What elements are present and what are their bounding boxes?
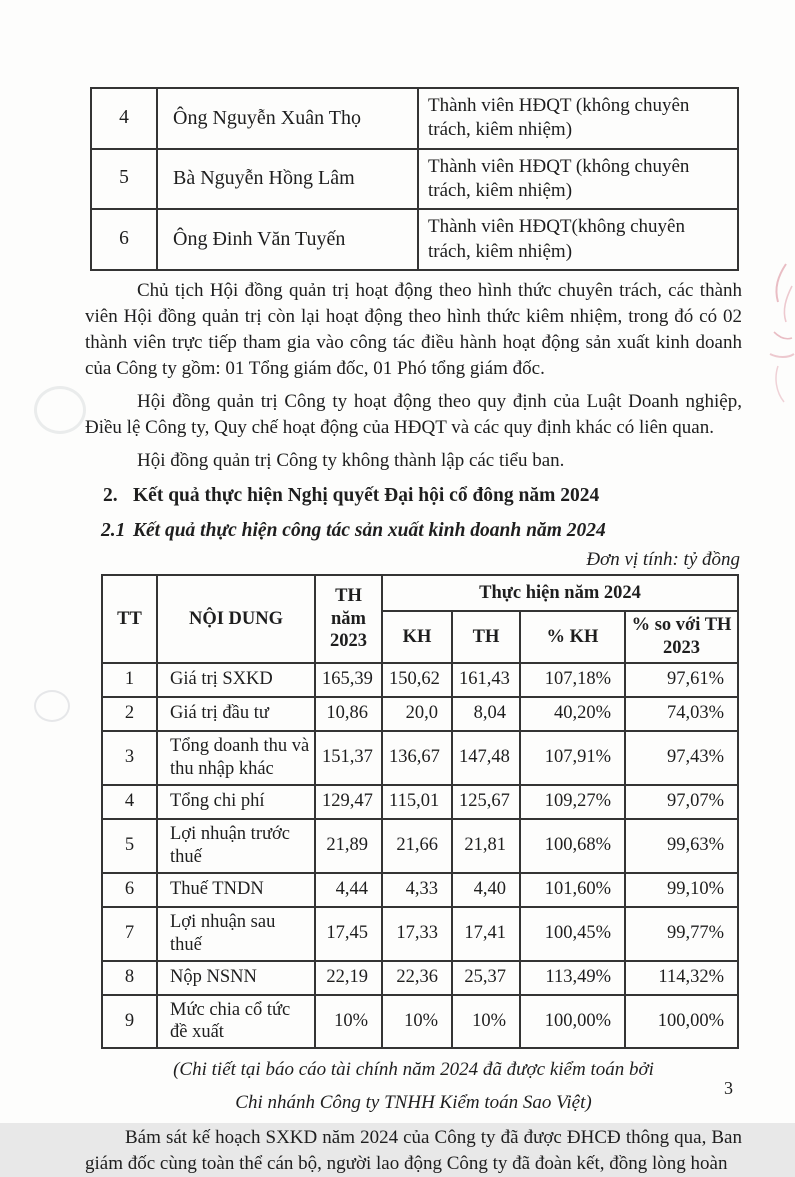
value-th: 147,48: [452, 731, 520, 785]
punch-hole-mark: [34, 690, 70, 722]
punch-hole-mark: [34, 386, 86, 434]
value-th: 25,37: [452, 961, 520, 995]
section-2-1-heading: [85, 518, 742, 544]
value-kh: 21,66: [382, 819, 452, 873]
results-table-header: [102, 575, 738, 663]
value-pct-kh: 100,00%: [520, 995, 625, 1049]
value-th-2023: 129,47: [315, 785, 382, 819]
value-pct-kh: 113,49%: [520, 961, 625, 995]
col-header-pct-kh: % KH: [520, 611, 625, 663]
table-row: [102, 961, 738, 995]
table-row: [91, 209, 738, 270]
item-label: Nộp NSNN: [157, 961, 315, 995]
value-pct-kh: 100,68%: [520, 819, 625, 873]
section-2-1-title: Kết quả thực hiện công tác sản xuất kinh doanh năm 2024: [133, 519, 606, 541]
member-position: Thành viên HĐQT(không chuyên trách, kiêm nhiệm): [418, 209, 738, 270]
value-pct-th-2023: 99,63%: [625, 819, 738, 873]
value-kh: 10%: [382, 995, 452, 1049]
results-table-body: [102, 663, 738, 1049]
col-header-tt: TT: [102, 575, 157, 663]
page-content: [85, 0, 742, 1177]
row-number: 5: [91, 149, 157, 210]
value-pct-th-2023: 97,07%: [625, 785, 738, 819]
item-label: Tổng doanh thu và thu nhập khác: [157, 731, 315, 785]
row-number: 6: [91, 209, 157, 270]
value-kh: 22,36: [382, 961, 452, 995]
value-pct-th-2023: 97,43%: [625, 731, 738, 785]
value-th-2023: 10,86: [315, 697, 382, 731]
table-row: [102, 785, 738, 819]
item-label: Giá trị SXKD: [157, 663, 315, 697]
table-row: [102, 663, 738, 697]
section-2-title: Kết quả thực hiện Nghị quyết Đại hội cổ đông năm 2024: [133, 484, 600, 506]
value-th: 17,41: [452, 907, 520, 961]
value-pct-th-2023: 99,10%: [625, 873, 738, 907]
value-th-2023: 21,89: [315, 819, 382, 873]
value-kh: 115,01: [382, 785, 452, 819]
row-number: 5: [102, 819, 157, 873]
value-pct-kh: 100,45%: [520, 907, 625, 961]
col-header-noi-dung: NỘI DUNG: [157, 575, 315, 663]
row-number: 1: [102, 663, 157, 697]
value-th-2023: 22,19: [315, 961, 382, 995]
value-kh: 17,33: [382, 907, 452, 961]
board-members-table: [90, 87, 739, 271]
value-th-2023: 165,39: [315, 663, 382, 697]
value-pct-th-2023: 97,61%: [625, 663, 738, 697]
table-row: [102, 995, 738, 1049]
item-label: Tổng chi phí: [157, 785, 315, 819]
red-stamp-fragment: [748, 258, 795, 408]
paragraph-subcommittees: Hội đồng quản trị Công ty không thành lập các tiểu ban.: [137, 449, 565, 471]
results-table: [101, 574, 739, 1050]
value-th: 8,04: [452, 697, 520, 731]
row-number: 3: [102, 731, 157, 785]
item-label: Lợi nhuận trước thuế: [157, 819, 315, 873]
row-number: 7: [102, 907, 157, 961]
value-th-2023: 17,45: [315, 907, 382, 961]
member-position: Thành viên HĐQT (không chuyên trách, kiêm nhiệm): [418, 88, 738, 149]
value-pct-kh: 107,91%: [520, 731, 625, 785]
col-header-kh: KH: [382, 611, 452, 663]
value-pct-th-2023: 99,77%: [625, 907, 738, 961]
value-pct-th-2023: 114,32%: [625, 961, 738, 995]
audit-note-line-2: Chi nhánh Công ty TNHH Kiểm toán Sao Việt): [235, 1092, 592, 1114]
item-label: Giá trị đầu tư: [157, 697, 315, 731]
value-th: 125,67: [452, 785, 520, 819]
value-th: 10%: [452, 995, 520, 1049]
col-header-pct-so-voi-th-2023: % so với TH 2023: [625, 611, 738, 663]
value-kh: 150,62: [382, 663, 452, 697]
section-2-heading: [85, 483, 742, 509]
value-th-2023: 4,44: [315, 873, 382, 907]
value-th-2023: 151,37: [315, 731, 382, 785]
value-pct-kh: 109,27%: [520, 785, 625, 819]
section-2-1-number: 2.1: [101, 519, 126, 541]
row-number: 4: [102, 785, 157, 819]
value-pct-th-2023: 100,00%: [625, 995, 738, 1049]
table-row: [102, 819, 738, 873]
row-number: 2: [102, 697, 157, 731]
member-position: Thành viên HĐQT (không chuyên trách, kiêm nhiệm): [418, 149, 738, 210]
member-name: Ông Nguyễn Xuân Thọ: [157, 88, 418, 149]
value-th: 4,40: [452, 873, 520, 907]
unit-note: Đơn vị tính: tỷ đồng: [586, 548, 740, 570]
row-number: 6: [102, 873, 157, 907]
value-th-2023: 10%: [315, 995, 382, 1049]
item-label: Thuế TNDN: [157, 873, 315, 907]
member-name: Bà Nguyễn Hồng Lâm: [157, 149, 418, 210]
value-kh: 4,33: [382, 873, 452, 907]
row-number: 9: [102, 995, 157, 1049]
paragraph-chairman-structure: Chủ tịch Hội đồng quản trị hoạt động theo hình thức chuyên trách, các thành viên Hội đồng quản trị còn lại hoạt động theo hình thức kiêm nhiệm, trong đó có 02 thành viên trực tiếp tham gia vào công tác điều hành hoạt động sản xuất kinh doanh của Công ty gồm: 01 Tổng giám đốc, 01 Phó tổng giám đốc.: [85, 279, 742, 379]
table-row: [102, 697, 738, 731]
value-kh: 136,67: [382, 731, 452, 785]
item-label: Mức chia cổ tức đề xuất: [157, 995, 315, 1049]
page-number: 3: [724, 1078, 733, 1098]
member-name: Ông Đinh Văn Tuyến: [157, 209, 418, 270]
item-label: Lợi nhuận sau thuế: [157, 907, 315, 961]
paragraph-regulations: Hội đồng quản trị Công ty hoạt động theo quy định của Luật Doanh nghiệp, Điều lệ Công ty, Quy chế hoạt động của HĐQT và các quy định khác có liên quan.: [85, 390, 742, 438]
col-header-th-nam-2023: TH năm 2023: [315, 575, 382, 663]
table-row: [91, 88, 738, 149]
table-row: [91, 149, 738, 210]
table-row: [102, 731, 738, 785]
closing-paragraph: Bám sát kế hoạch SXKD năm 2024 của Công ty đã được ĐHCĐ thông qua, Ban giám đốc cùng toàn thể cán bộ, người lao động Công ty đã đoàn kết, đồng lòng hoàn: [85, 1127, 742, 1175]
value-pct-kh: 40,20%: [520, 697, 625, 731]
table-row: [102, 873, 738, 907]
col-header-thuc-hien-2024: Thực hiện năm 2024: [382, 575, 738, 611]
audit-note-line-1: (Chi tiết tại báo cáo tài chính năm 2024 đã được kiểm toán bởi: [173, 1059, 654, 1081]
row-number: 4: [91, 88, 157, 149]
col-header-th: TH: [452, 611, 520, 663]
table-row: [102, 907, 738, 961]
board-table-body: [91, 88, 738, 270]
value-pct-kh: 101,60%: [520, 873, 625, 907]
value-th: 161,43: [452, 663, 520, 697]
value-pct-th-2023: 74,03%: [625, 697, 738, 731]
section-2-number: 2.: [103, 484, 118, 506]
value-kh: 20,0: [382, 697, 452, 731]
value-th: 21,81: [452, 819, 520, 873]
row-number: 8: [102, 961, 157, 995]
value-pct-kh: 107,18%: [520, 663, 625, 697]
